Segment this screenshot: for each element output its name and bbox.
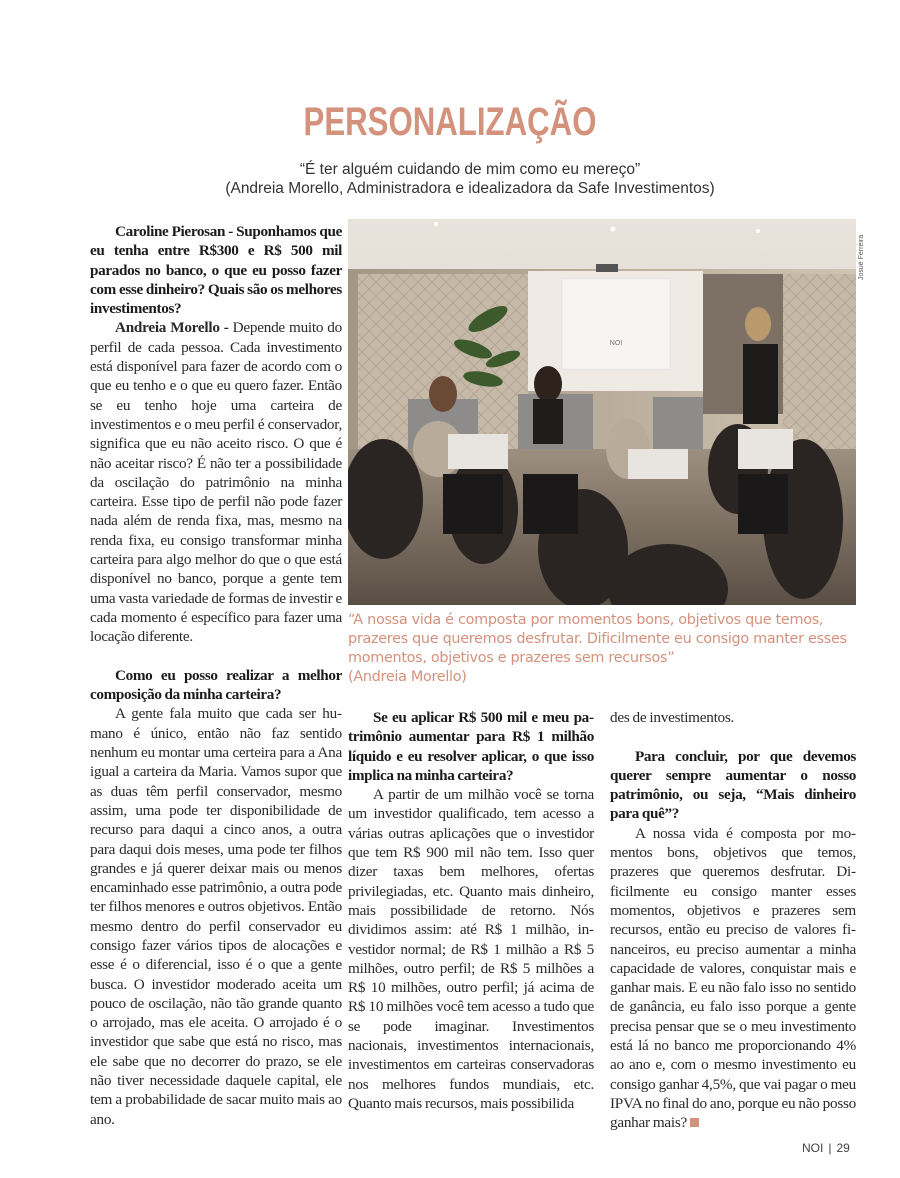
page-number: 29 (836, 1141, 850, 1155)
question-1-text: Suponhamos que eu tenha entre R$300 e R$ 500 mil parados no banco, o que eu posso fazer com esse dinheiro? Quais são os melhores investimentos? (90, 223, 342, 318)
question-3: Se eu aplicar R$ 500 mil e meu patrimônio aumentar para R$ 1 milhão líquido e eu resolver aplicar, o que isso implica na minha carteira? (348, 709, 594, 784)
answer-1-text: Depende muito do perfil de cada pessoa. Cada investimento está disponível para fazer de acordo com o que eu tenho e o que eu quero fazer. Então se eu tenho hoje uma carteira de investimentos e o meu perfil é conservador, significa que eu não aceito risco. O que é não aceitar risco? É não ter a possibilidade da oscilação do patrimônio na minha carteira. Esse tipo de perfil não pode fazer nada além de renda fixa, mas, mesmo na renda fixa, eu consigo transformar minha carteira para algo melhor do que o que está disponível no banco, porque a gente tem uma vasta variedade de formas de investir e cada momento é específico para fazer uma locação diferente. (90, 319, 342, 646)
magazine-name: NOI (802, 1141, 824, 1155)
answer-2: A gente fala muito que cada ser humano é único, então não faz sentido nenhum eu montar uma certeira para a Ana igual a carteira da Maria. Vamos supor que as duas têm perfil conservador, mesmo assim, uma pode ter disponibilidade de recurso para daqui a cinco anos, a outra para daqui dois meses, uma pode ter filhos grandes e já querer deixar mais ou menos encaminhado esse patrimônio, a outra pode ter filhos menores e outros objetivos. Então mesmo dentro do perfil conservador eu consigo fazer vários tipos de alocações e esse é o diferencial, isso é o que a gente busca. O investidor moderado aceita um pouco de oscilação, não tão grande quanto o arrojado, mas ele aceita. O arrojado é o investidor que sabe que está no risco, mas ele sabe que no decorrer do prazo, se ele não tiver necessidade daquele capital, ele tem a probabilidade de sacar muito mais ao ano. (90, 705, 342, 1128)
event-photo-illustration (348, 219, 856, 605)
pull-quote-attribution: (Andreia Morello) (348, 669, 467, 685)
pull-quote (348, 611, 858, 687)
event-photo (348, 219, 856, 605)
end-of-article-mark (690, 1118, 699, 1127)
header-quote-attribution: (Andreia Morello, Administradora e idealizadora da Safe Investimentos) (225, 180, 715, 197)
article-column-3 (610, 708, 856, 1133)
pull-quote-text: “A nossa vida é composta por momentos bons, objetivos que temos, prazeres que queremos desfrutar. Dificilmente eu consigo manter esses momentos, objetivos e prazeres sem recursos” (348, 612, 847, 666)
photo-credit: Josué Ferreira (858, 234, 865, 280)
header-quote-text: “É ter alguém cuidando de mim como eu mereço” (299, 161, 641, 178)
question-4: Para concluir, por que devemos querer sempre aumentar o nosso patrimônio, ou seja, “Mais dinheiro para quê”? (610, 747, 856, 823)
footer-separator: | (828, 1141, 832, 1155)
article-column-1 (90, 222, 342, 1129)
slide-logo-noi: NOI (609, 340, 623, 347)
article-column-2 (348, 708, 594, 1113)
answer-3-continued: des de investimentos. (610, 709, 735, 726)
question-1-speaker: Caroline Pierosan - (115, 223, 233, 240)
header-quote (180, 160, 760, 198)
question-2: Como eu posso realizar a melhor composição da minha carteira? (90, 666, 342, 704)
question-1 (90, 222, 342, 318)
answer-4 (610, 824, 856, 1133)
page-title: PERSONALIZAÇÃO (303, 100, 597, 144)
answer-4-text: A nossa vida é composta por momentos bons, objetivos que temos, prazeres que queremos desfrutar. Dificilmente eu consigo manter esses momentos, objetivos e prazeres sem recursos, então eu preciso de valores financeiros, eu preciso aumentar a minha capacidade de valores, conquistar mais e ganhar mais. E eu não falo isso no sentido de ganância, eu falo isso porque a gente precisa pensar que se o meu investimento está lá no banco me proporcionando 4% ao ano e, com o mesmo investimento eu consigo ganhar 4,5%, que vai pagar o meu IPVA no final do ano, porque eu não posso ganhar mais? (610, 824, 856, 1132)
answer-1 (90, 318, 342, 646)
answer-1-speaker: Andreia Morello - (115, 319, 229, 337)
page-footer (802, 1141, 850, 1155)
answer-3: A partir de um milhão você se torna um investidor qualificado, tem acesso a várias outras aplicações que o investidor que tem R$ 900 mil não tem. Isso quer dizer taxas bem melhores, ofertas privilegiadas, etc. Quanto mais dinheiro, mais possibilidade de retorno. Nós dividimos assim: até R$ 1 milhão, investidor normal; de R$ 1 milhão a R$ 5 milhões, outro perfil; de R$ 5 milhões a R$ 10 milhões, outro perfil; já acima de R$ 10 milhões você tem acesso a tudo que se pode imaginar. Investimentos nacionais, investimentos internacionais, investimentos em carteiras conservadoras nos melhores fundos mundiais, etc. Quanto mais recursos, mais possibilida (348, 786, 594, 1112)
